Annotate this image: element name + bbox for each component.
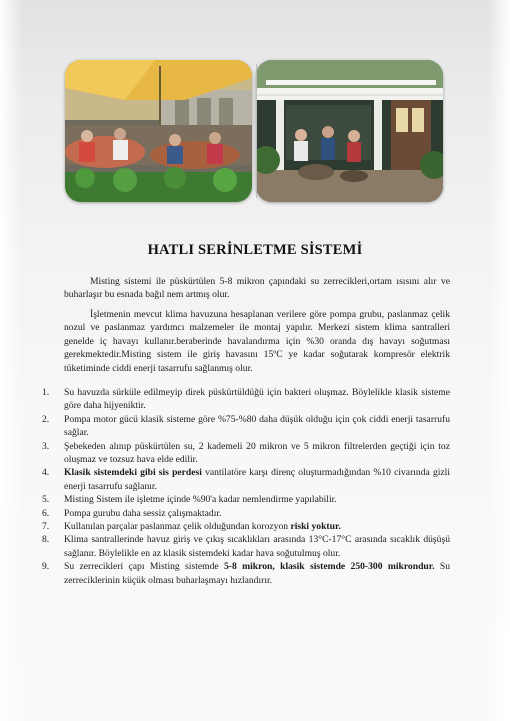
list-number: 9. <box>42 561 50 573</box>
page-right-shade <box>488 0 510 721</box>
description-paragraph: İşletmenin mevcut klima havuzuna hesaplanan verilere göre pompa grubu, paslanmaz çelik nozul ve paslanmaz yardımcı malzemeler ile montaj yapılır. Merkezi sistem klima santralleri genelde iç havayı kullanır.beraberinde havalandırma için %30 oranda dış havayı soğutması gerekmektedir.Misting sistem ile giriş havasını 15ºC ye kadar soğutarak kompresör elektrik tüketiminde ciddi enerji tasarrufu sağlanmış olur. <box>64 309 450 374</box>
list-text: Pompa motor gücü klasik sisteme göre %75-%80 daha düşük olduğu için çok ciddi enerji tasarrufu sağlar. <box>64 413 450 439</box>
list-item <box>42 413 450 440</box>
list-number: 7. <box>42 521 50 533</box>
list-item <box>42 560 450 587</box>
list-text: Su havuzda sürküle edilmeyip direk püskürtüldüğü için bakteri oluşmaz. Böylelikle klasik sisteme göre daha hijyeniktir. <box>64 387 450 412</box>
photo-row <box>65 60 443 202</box>
list-text: Pompa gurubu daha sessiz çalışmaktadır. <box>64 507 222 519</box>
list-number: 3. <box>42 440 50 452</box>
photo-divider <box>256 64 257 198</box>
list-item <box>42 533 450 560</box>
benefits-list <box>42 386 450 587</box>
outdoor-cafe-umbrella-photo <box>65 60 252 202</box>
list-number: 5. <box>42 494 50 506</box>
list-text: Su zerrecikleri çapı Misting sistemde <box>64 561 224 573</box>
list-text: Su zerreciklerinin küçük olması buharlaşmayı hızlandırır. <box>64 561 451 586</box>
list-number: 1. <box>42 387 50 398</box>
list-number: 6. <box>42 507 50 519</box>
page-title: HATLI SERİNLETME SİSTEMİ <box>147 242 363 258</box>
list-text: Kullanılan parçalar paslanmaz çelik olduğundan korozyon <box>64 521 291 533</box>
list-text: vantilatöre karşı direnç oluşturmadığından %10 civarında gizli enerji tasarrufu sağlanır. <box>64 467 450 492</box>
list-text-bold: 5-8 mikron, klasik sistemde 250-300 mikrondur. <box>224 561 435 573</box>
list-number: 8. <box>42 534 50 546</box>
list-text: Şebekeden alınıp püskürtülen su, 2 kademeli 20 mikron ve 5 mikron filtrelerden geçtiği için toz oluşmaz ve tozsuz hava elde edilir. <box>64 440 450 466</box>
list-item <box>42 440 450 467</box>
list-text-bold: Klasik sistemdeki gibi sis perdesi <box>64 467 202 479</box>
list-number: 4. <box>42 467 50 479</box>
list-number: 2. <box>42 413 50 425</box>
pergola-terrace-misting-photo <box>256 60 443 202</box>
list-text: Klima santrallerinde havuz giriş ve çıkış sıcaklıkları arasında 13°C-17°C arasında sıcaklık düşüşü sağlanır. Böylelikle en az klasik sistemdeki kadar hava soğutulmuş olur. <box>64 534 450 559</box>
list-text: Misting Sistem ile işletme içinde %90'a kadar nemlendirme yapılabilir. <box>64 494 337 506</box>
intro-paragraph: Misting sistemi ile püskürtülen 5-8 mikron çapındaki su zerrecikleri,ortam ısısını alır ve buharlaşır bu esnada bağıl nem artmış olur. <box>64 276 450 301</box>
list-text-bold: riski yoktur. <box>290 521 341 533</box>
list-item <box>42 507 450 520</box>
list-item <box>42 520 450 533</box>
list-item <box>42 386 450 413</box>
list-item <box>42 493 450 506</box>
list-item <box>42 466 450 493</box>
page-left-shade <box>0 0 22 721</box>
